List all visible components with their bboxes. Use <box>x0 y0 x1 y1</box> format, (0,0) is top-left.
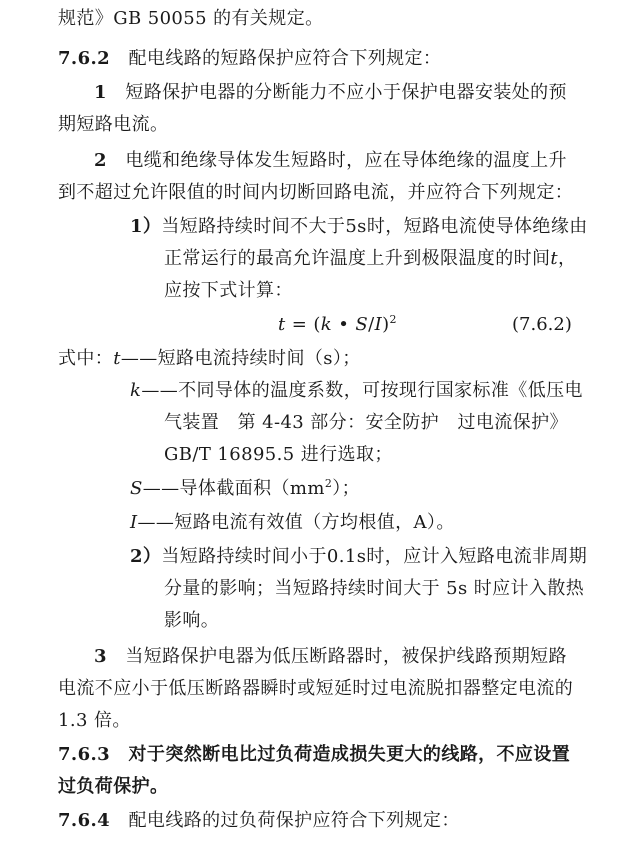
eq-var-S: S <box>355 314 369 335</box>
line-text: 式中： <box>58 348 114 369</box>
clause-text: 配电线路的短路保护应符合下列规定： <box>128 48 442 69</box>
line-text: ——导体截面积（mm <box>142 478 325 499</box>
clause-text: 对于突然断电比过负荷造成损失更大的线路，不应设置 <box>128 744 571 765</box>
line-text: GB/T 16895.5 进行选取； <box>164 444 393 465</box>
clause-text: 配电线路的过负荷保护应符合下列规定： <box>128 810 460 831</box>
line-text: ——短路电流持续时间（s）； <box>120 348 361 369</box>
line-text: ， <box>558 248 577 269</box>
subitem-number: 2） <box>130 546 162 567</box>
eq-var-k: k <box>320 314 333 335</box>
line-text: 电流不应小于低压断路器瞬时或短延时过电流脱扣器整定电流的 <box>58 678 574 699</box>
clause-number: 7.6.3 <box>58 744 111 765</box>
line-text: 到不超过允许限值的时间内切断回路电流，并应符合下列规定： <box>58 182 574 203</box>
clause-7-6-4 <box>58 808 460 834</box>
equation-number: (7.6.2) <box>512 314 572 335</box>
line-text: 影响。 <box>164 610 220 631</box>
subitem-number: 1） <box>130 216 162 237</box>
line-text: 正常运行的最高允许温度上升到极限温度的时间 <box>164 248 551 269</box>
variable-k: k <box>130 380 142 401</box>
subitem-text: 当短路持续时间小于0.1s时，应计入短路电流非周期 <box>161 546 588 567</box>
eq-exponent: 2 <box>389 313 397 326</box>
item-text: 电缆和绝缘导体发生短路时，应在导体绝缘的温度上升 <box>125 150 567 171</box>
variable-t: t <box>113 348 121 369</box>
eq-op: = ( <box>285 314 321 335</box>
line-text: 过负荷保护。 <box>58 776 169 797</box>
line-text: 规范》GB 50055 的有关规定。 <box>58 8 324 29</box>
line-text: 期短路电流。 <box>58 114 169 135</box>
line-text: 分量的影响；当短路持续时间大于 5s 时应计入散热 <box>164 578 585 599</box>
clause-number: 7.6.2 <box>58 48 111 69</box>
eq-var-I: I <box>374 314 383 335</box>
eq-op: • <box>332 314 356 335</box>
line-text: 气装置 第 4-43 部分：安全防护 过电流保护》 <box>164 412 568 433</box>
subitem-text: 当短路持续时间不大于5s时，短路电流使导体绝缘由 <box>161 216 588 237</box>
exponent: 2 <box>324 477 333 490</box>
line-text: ——不同导体的温度系数，可按现行国家标准《低压电 <box>141 380 583 401</box>
clause-number: 7.6.4 <box>58 810 111 831</box>
line-text: 1.3 倍。 <box>58 710 131 731</box>
item-number: 1 <box>94 82 107 103</box>
line-text: ——短路电流有效值（方均根值，A）。 <box>137 512 455 533</box>
eq-op: ) <box>382 314 390 335</box>
item-number: 2 <box>94 150 107 171</box>
item-number: 3 <box>94 646 107 667</box>
item-text: 当短路保护电器为低压断路器时，被保护线路预期短路 <box>125 646 567 667</box>
eq-var-t: t <box>278 314 286 335</box>
line-text: 应按下式计算： <box>164 280 293 301</box>
variable-S: S <box>130 478 143 499</box>
eq-op: / <box>368 314 375 335</box>
line-text: ）； <box>332 478 361 499</box>
item-text: 短路保护电器的分断能力不应小于保护电器安装处的预 <box>125 82 567 103</box>
variable-t: t <box>550 248 559 269</box>
variable-I: I <box>130 512 138 533</box>
